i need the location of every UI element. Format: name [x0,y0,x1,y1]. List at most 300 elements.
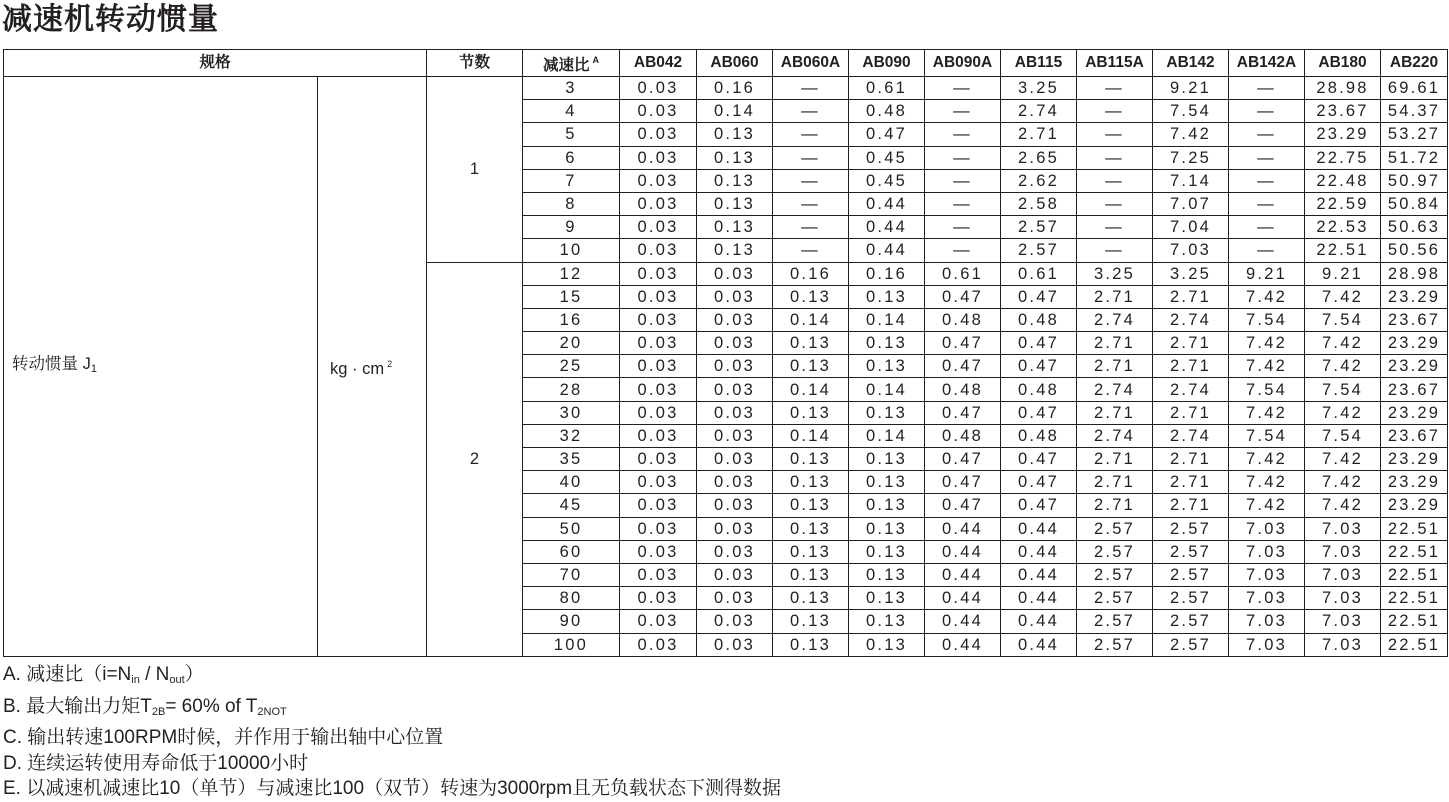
inertia-value-cell: 0.03 [620,563,697,586]
inertia-value-cell: 50.56 [1381,239,1448,262]
inertia-value-cell: 23.29 [1381,471,1448,494]
model-header: AB090 [849,50,925,77]
inertia-value-cell: — [1229,192,1305,215]
inertia-value-cell: 7.42 [1229,471,1305,494]
inertia-value-cell: 53.27 [1381,123,1448,146]
inertia-value-cell: 0.03 [697,424,773,447]
inertia-value-cell: 0.44 [1001,633,1077,656]
inertia-value-cell: 0.13 [697,216,773,239]
inertia-value-cell: 23.29 [1381,401,1448,424]
inertia-value-cell: 0.44 [1001,517,1077,540]
inertia-value-cell: 0.14 [849,424,925,447]
inertia-value-cell: 7.03 [1305,587,1381,610]
inertia-value-cell: 0.03 [620,77,697,100]
table-body [4,77,1448,657]
unit-cell [318,77,427,657]
inertia-value-cell: 0.03 [620,285,697,308]
inertia-value-cell: 7.42 [1229,401,1305,424]
inertia-value-cell: — [1229,146,1305,169]
inertia-value-cell: — [925,123,1001,146]
model-header: AB090A [925,50,1001,77]
inertia-value-cell: 7.54 [1153,100,1229,123]
inertia-value-cell: 0.44 [925,540,1001,563]
inertia-value-cell: 0.44 [1001,587,1077,610]
inertia-value-cell: 0.14 [849,308,925,331]
model-header: AB142A [1229,50,1305,77]
inertia-value-cell: 2.74 [1001,100,1077,123]
inertia-value-cell: 2.57 [1153,517,1229,540]
inertia-value-cell: 0.48 [925,424,1001,447]
inertia-value-cell: 0.03 [620,540,697,563]
inertia-value-cell: 2.71 [1077,471,1153,494]
inertia-value-cell: 0.03 [697,471,773,494]
inertia-value-cell: — [1229,216,1305,239]
inertia-value-cell: 0.44 [849,192,925,215]
inertia-value-cell: — [773,123,849,146]
inertia-value-cell: 0.48 [925,308,1001,331]
inertia-value-cell: 7.54 [1305,424,1381,447]
model-header: AB060A [773,50,849,77]
inertia-value-cell: 0.47 [849,123,925,146]
inertia-value-cell: — [773,169,849,192]
inertia-value-cell: 0.03 [697,262,773,285]
header-row [4,50,1448,77]
inertia-value-cell: 0.13 [849,610,925,633]
ratio-cell: 50 [523,517,620,540]
inertia-value-cell: 0.13 [697,169,773,192]
inertia-value-cell: 0.13 [849,471,925,494]
inertia-value-cell: 0.61 [925,262,1001,285]
note-d: D. 连续运转使用寿命低于10000小时 [3,752,309,774]
inertia-value-cell: 7.54 [1229,378,1305,401]
inertia-value-cell: — [1077,216,1153,239]
inertia-value-cell: 0.44 [925,517,1001,540]
ratio-cell: 30 [523,401,620,424]
inertia-value-cell: 0.47 [925,355,1001,378]
inertia-value-cell: 7.42 [1229,494,1305,517]
inertia-value-cell: 2.71 [1077,332,1153,355]
inertia-value-cell: 50.84 [1381,192,1448,215]
inertia-value-cell: 7.54 [1229,424,1305,447]
inertia-value-cell: 0.03 [620,123,697,146]
inertia-value-cell: 2.57 [1153,610,1229,633]
inertia-value-cell: 22.59 [1305,192,1381,215]
inertia-value-cell: 0.03 [697,540,773,563]
inertia-value-cell: — [925,216,1001,239]
ratio-cell: 15 [523,285,620,308]
ratio-cell: 35 [523,448,620,471]
ratio-cell: 60 [523,540,620,563]
inertia-value-cell: 0.47 [1001,401,1077,424]
inertia-value-cell: 0.47 [925,332,1001,355]
ratio-cell: 9 [523,216,620,239]
inertia-value-cell: 7.03 [1305,633,1381,656]
inertia-value-cell: 50.97 [1381,169,1448,192]
inertia-value-cell: 7.03 [1305,610,1381,633]
inertia-value-cell: 9.21 [1305,262,1381,285]
inertia-value-cell: 0.47 [925,471,1001,494]
inertia-value-cell: 7.54 [1305,378,1381,401]
inertia-value-cell: 0.03 [620,146,697,169]
footnotes [3,662,781,802]
inertia-value-cell: 23.29 [1381,448,1448,471]
inertia-value-cell: 7.03 [1305,563,1381,586]
model-header: AB060 [697,50,773,77]
inertia-value-cell: 0.47 [1001,448,1077,471]
note-b-text-mid: = 60% of T [165,695,258,717]
inertia-value-cell: 7.03 [1305,517,1381,540]
inertia-value-cell: 0.03 [620,308,697,331]
inertia-value-cell: — [1077,192,1153,215]
inertia-value-cell: 7.25 [1153,146,1229,169]
inertia-value-cell: 0.16 [697,77,773,100]
ratio-cell: 70 [523,563,620,586]
inertia-value-cell: 0.13 [697,123,773,146]
inertia-value-cell: — [773,192,849,215]
inertia-value-cell: 0.03 [620,401,697,424]
inertia-value-cell: — [925,169,1001,192]
stage-cell: 2 [427,262,523,656]
inertia-value-cell: 2.71 [1153,332,1229,355]
inertia-value-cell: 0.03 [697,378,773,401]
inertia-value-cell: 2.71 [1077,494,1153,517]
inertia-value-cell: 0.47 [925,401,1001,424]
inertia-value-cell: 0.03 [620,332,697,355]
note-b [3,694,781,726]
inertia-value-cell: — [773,216,849,239]
inertia-value-cell: 23.67 [1305,100,1381,123]
inertia-value-cell: — [1229,100,1305,123]
inertia-value-cell: 2.57 [1001,216,1077,239]
inertia-value-cell: 2.71 [1153,448,1229,471]
note-a [3,662,781,694]
inertia-value-cell: 22.51 [1381,540,1448,563]
inertia-value-cell: 0.03 [697,401,773,424]
inertia-value-cell: 2.58 [1001,192,1077,215]
inertia-value-cell: 0.03 [697,517,773,540]
inertia-value-cell: 7.42 [1305,494,1381,517]
inertia-value-cell: — [773,239,849,262]
inertia-value-cell: 0.03 [697,494,773,517]
inertia-value-cell: 2.57 [1153,563,1229,586]
inertia-value-cell: 0.47 [925,285,1001,308]
ratio-cell: 10 [523,239,620,262]
inertia-value-cell: 2.71 [1001,123,1077,146]
inertia-value-cell: 54.37 [1381,100,1448,123]
inertia-value-cell: 0.03 [697,587,773,610]
inertia-value-cell: 2.74 [1153,424,1229,447]
note-a-sub-in: in [131,674,140,686]
inertia-value-cell: 0.44 [1001,563,1077,586]
inertia-value-cell: 0.03 [620,262,697,285]
inertia-value-cell: 2.62 [1001,169,1077,192]
inertia-value-cell: 0.13 [773,401,849,424]
inertia-value-cell: 7.54 [1229,308,1305,331]
inertia-value-cell: 0.13 [773,332,849,355]
stages-header: 节数 [427,50,523,77]
inertia-value-cell: 0.13 [849,332,925,355]
ratio-cell: 4 [523,100,620,123]
inertia-value-cell: 0.44 [925,587,1001,610]
inertia-value-cell: 2.74 [1077,308,1153,331]
inertia-value-cell: 0.03 [620,239,697,262]
page-title: 减速机转动惯量 [2,2,219,37]
inertia-value-cell: 2.71 [1077,448,1153,471]
inertia-value-cell: 0.45 [849,169,925,192]
inertia-value-cell: 0.14 [697,100,773,123]
inertia-value-cell: 9.21 [1153,77,1229,100]
model-header: AB115A [1077,50,1153,77]
ratio-header-label: 减速比 [542,57,590,74]
inertia-value-cell: 7.42 [1229,448,1305,471]
inertia-value-cell: 2.74 [1153,308,1229,331]
inertia-value-cell: 7.03 [1229,587,1305,610]
note-a-sub-out: out [169,674,185,686]
inertia-value-cell: 7.14 [1153,169,1229,192]
note-e: E. 以减速机减速比10（单节）与减速比100（双节）转速为3000rpm且无负载状态下测得数据 [3,778,782,799]
inertia-value-cell: 7.03 [1229,633,1305,656]
unit-superscript: 2 [387,358,393,369]
inertia-value-cell: — [925,146,1001,169]
ratio-cell: 100 [523,633,620,656]
table-row [4,77,1448,100]
inertia-value-cell: 2.57 [1077,563,1153,586]
inertia-value-cell: 0.03 [697,332,773,355]
inertia-value-cell: 22.51 [1381,563,1448,586]
inertia-value-cell: 2.57 [1077,587,1153,610]
inertia-value-cell: 0.14 [773,378,849,401]
unit-text: kg · cm [330,359,385,378]
inertia-value-cell: 0.44 [925,633,1001,656]
ratio-header [523,50,620,77]
inertia-value-cell: 0.13 [849,587,925,610]
inertia-value-cell: 7.42 [1305,285,1381,308]
note-a-text: A. 减速比（i=N [3,664,132,685]
inertia-value-cell: 0.13 [773,448,849,471]
inertia-value-cell: 0.03 [620,633,697,656]
inertia-value-cell: 0.03 [697,563,773,586]
inertia-value-cell: 22.53 [1305,216,1381,239]
inertia-value-cell: 0.16 [773,262,849,285]
note-b-text: B. 最大输出力矩T [3,695,152,717]
inertia-value-cell: — [1077,77,1153,100]
inertia-value-cell: 7.03 [1229,563,1305,586]
ratio-cell: 40 [523,471,620,494]
inertia-value-cell: 7.42 [1305,471,1381,494]
inertia-value-cell: 0.03 [697,633,773,656]
inertia-value-cell: 0.13 [849,633,925,656]
inertia-value-cell: 69.61 [1381,77,1448,100]
inertia-value-cell: 0.03 [620,100,697,123]
inertia-value-cell: 7.42 [1153,123,1229,146]
inertia-value-cell: 0.03 [697,355,773,378]
inertia-value-cell: 23.29 [1381,332,1448,355]
inertia-value-cell: 23.67 [1381,308,1448,331]
inertia-value-cell: 2.65 [1001,146,1077,169]
ratio-cell: 3 [523,77,620,100]
inertia-value-cell: 0.13 [773,540,849,563]
inertia-value-cell: 0.03 [620,169,697,192]
inertia-value-cell: 0.13 [773,285,849,308]
ratio-cell: 25 [523,355,620,378]
inertia-value-cell: 2.57 [1077,517,1153,540]
inertia-value-cell: 0.03 [620,494,697,517]
inertia-value-cell: 0.44 [1001,540,1077,563]
inertia-value-cell: — [773,100,849,123]
inertia-value-cell: 7.54 [1305,308,1381,331]
stage-cell: 1 [427,77,523,263]
inertia-value-cell: — [1077,100,1153,123]
inertia-value-cell: 7.42 [1305,448,1381,471]
ratio-cell: 80 [523,587,620,610]
inertia-value-cell: — [1077,239,1153,262]
inertia-value-cell: 2.71 [1153,401,1229,424]
note-b-sub-2not: 2NOT [257,705,287,718]
inertia-value-cell: 0.13 [773,587,849,610]
inertia-value-cell: 7.42 [1305,332,1381,355]
inertia-value-cell: 22.48 [1305,169,1381,192]
inertia-value-cell: 2.57 [1077,633,1153,656]
ratio-cell: 32 [523,424,620,447]
inertia-value-cell: 23.29 [1305,123,1381,146]
inertia-value-cell: 23.29 [1381,494,1448,517]
inertia-value-cell: 28.98 [1381,262,1448,285]
inertia-value-cell: — [925,100,1001,123]
inertia-value-cell: 2.71 [1077,285,1153,308]
inertia-value-cell: 50.63 [1381,216,1448,239]
inertia-value-cell: 0.03 [697,285,773,308]
inertia-value-cell: 7.03 [1229,540,1305,563]
inertia-value-cell: 22.51 [1381,610,1448,633]
inertia-value-cell: 22.51 [1305,239,1381,262]
inertia-value-cell: 0.44 [1001,610,1077,633]
inertia-value-cell: 0.48 [925,378,1001,401]
inertia-value-cell: 0.48 [1001,308,1077,331]
inertia-value-cell: 0.13 [773,517,849,540]
inertia-value-cell: — [1229,77,1305,100]
inertia-value-cell: 7.42 [1229,355,1305,378]
inertia-value-cell: 7.03 [1153,239,1229,262]
note-a-text-end: ） [184,664,204,685]
note-c: C. 输出转速100RPM时候，并作用于输出轴中心位置 [3,727,444,748]
inertia-value-cell: 0.48 [849,100,925,123]
inertia-value-cell: 0.13 [849,540,925,563]
inertia-value-cell: 0.47 [925,448,1001,471]
inertia-value-cell: 0.13 [773,355,849,378]
inertia-value-cell: 22.75 [1305,146,1381,169]
inertia-value-cell: 22.51 [1381,633,1448,656]
inertia-value-cell: 2.57 [1153,540,1229,563]
inertia-value-cell: 7.07 [1153,192,1229,215]
inertia-value-cell: 7.42 [1305,401,1381,424]
inertia-value-cell: 0.03 [620,610,697,633]
row-label-subscript: 1 [90,362,97,375]
inertia-value-cell: 7.03 [1229,517,1305,540]
ratio-cell: 20 [523,332,620,355]
inertia-value-cell: 2.57 [1001,239,1077,262]
ratio-note-mark: A [592,55,599,65]
inertia-value-cell: — [925,239,1001,262]
inertia-value-cell: 0.14 [773,308,849,331]
inertia-value-cell: 0.47 [925,494,1001,517]
inertia-value-cell: 0.03 [620,216,697,239]
inertia-value-cell: 0.13 [773,563,849,586]
inertia-value-cell: 0.13 [849,517,925,540]
inertia-value-cell: 0.03 [620,355,697,378]
inertia-value-cell: 2.74 [1077,378,1153,401]
inertia-value-cell: 0.44 [849,216,925,239]
inertia-value-cell: 0.13 [849,285,925,308]
inertia-value-cell: 0.03 [620,424,697,447]
ratio-cell: 8 [523,192,620,215]
inertia-value-cell: 2.57 [1077,540,1153,563]
ratio-cell: 12 [523,262,620,285]
inertia-value-cell: 0.03 [620,517,697,540]
inertia-value-cell: 0.03 [620,378,697,401]
inertia-value-cell: 0.03 [620,192,697,215]
inertia-value-cell: 0.61 [1001,262,1077,285]
inertia-value-cell: 0.14 [773,424,849,447]
inertia-value-cell: 2.57 [1153,633,1229,656]
inertia-value-cell: — [773,146,849,169]
ratio-cell: 16 [523,308,620,331]
inertia-value-cell: 7.03 [1305,540,1381,563]
ratio-cell: 90 [523,610,620,633]
inertia-value-cell: 23.29 [1381,285,1448,308]
ratio-cell: 28 [523,378,620,401]
note-a-text-mid: / N [139,664,170,685]
inertia-value-cell: 0.47 [1001,471,1077,494]
inertia-value-cell: 23.29 [1381,355,1448,378]
ratio-cell: 5 [523,123,620,146]
inertia-value-cell: 3.25 [1001,77,1077,100]
inertia-value-cell: 0.13 [849,448,925,471]
ratio-cell: 45 [523,494,620,517]
inertia-value-cell: — [1077,146,1153,169]
inertia-value-cell: 2.71 [1077,355,1153,378]
inertia-value-cell: 0.03 [620,448,697,471]
inertia-value-cell: 0.47 [1001,285,1077,308]
inertia-value-cell: 7.03 [1229,610,1305,633]
model-header: AB180 [1305,50,1381,77]
inertia-value-cell: 0.13 [773,494,849,517]
inertia-value-cell: — [925,77,1001,100]
inertia-value-cell: 22.51 [1381,587,1448,610]
inertia-value-cell: 0.03 [620,587,697,610]
inertia-value-cell: 0.14 [849,378,925,401]
inertia-table [3,49,1448,657]
inertia-value-cell: 22.51 [1381,517,1448,540]
inertia-value-cell: 0.13 [697,146,773,169]
inertia-value-cell: 23.67 [1381,424,1448,447]
inertia-value-cell: — [1229,169,1305,192]
inertia-value-cell: 0.44 [925,563,1001,586]
inertia-value-cell: 7.04 [1153,216,1229,239]
model-header: AB220 [1381,50,1448,77]
inertia-value-cell: 2.71 [1153,471,1229,494]
inertia-value-cell: 3.25 [1077,262,1153,285]
inertia-value-cell: — [1077,123,1153,146]
spec-header: 规格 [4,50,427,77]
inertia-value-cell: 2.57 [1077,610,1153,633]
inertia-value-cell: 2.71 [1153,285,1229,308]
inertia-value-cell: 0.47 [1001,332,1077,355]
inertia-value-cell: 0.48 [1001,424,1077,447]
inertia-value-cell: 3.25 [1153,262,1229,285]
inertia-value-cell: 0.47 [1001,355,1077,378]
inertia-value-cell: 0.13 [849,401,925,424]
inertia-value-cell: 2.71 [1153,355,1229,378]
